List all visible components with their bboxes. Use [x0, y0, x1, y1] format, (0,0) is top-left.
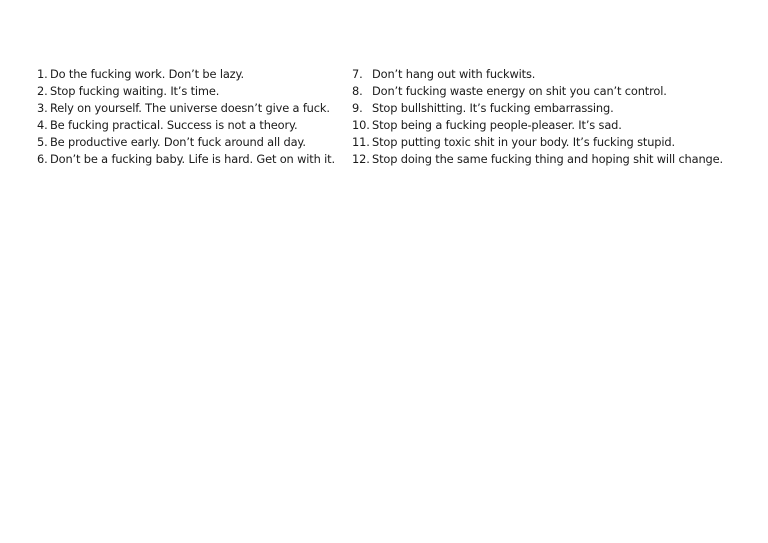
list-item — [352, 117, 762, 134]
list-item — [37, 151, 349, 168]
list-item-number: 8. — [352, 84, 363, 98]
list-item — [37, 83, 349, 100]
list-item-text: Don’t be a fucking baby. Life is hard. Get on with it. — [50, 152, 335, 166]
list-item-number: 12. — [352, 152, 370, 166]
list-item-number: 5. — [37, 135, 48, 149]
list-item — [352, 83, 762, 100]
list-item-number: 10. — [352, 118, 370, 132]
list-item — [37, 100, 349, 117]
list-item-text: Stop bullshitting. It’s fucking embarrassing. — [372, 101, 614, 115]
list-item — [37, 66, 349, 83]
list-item-text: Don’t hang out with fuckwits. — [372, 67, 536, 81]
numbered-list-left — [37, 66, 349, 168]
numbered-list-right — [352, 66, 762, 168]
list-item-text: Stop fucking waiting. It’s time. — [50, 84, 220, 98]
list-item — [37, 117, 349, 134]
list-item-text: Do the fucking work. Don’t be lazy. — [50, 67, 244, 81]
list-item — [37, 134, 349, 151]
list-item-text: Stop putting toxic shit in your body. It’s fucking stupid. — [372, 135, 675, 149]
list-item-number: 2. — [37, 84, 48, 98]
list-item-number: 11. — [352, 135, 370, 149]
list-item — [352, 66, 762, 83]
list-item-number: 4. — [37, 118, 48, 132]
list-item-text: Stop doing the same fucking thing and hoping shit will change. — [372, 152, 723, 166]
list-item-number: 6. — [37, 152, 48, 166]
list-item — [352, 100, 762, 117]
list-item-text: Be productive early. Don’t fuck around all day. — [50, 135, 306, 149]
list-item-number: 1. — [37, 67, 48, 81]
list-item — [352, 134, 762, 151]
list-item-text: Rely on yourself. The universe doesn’t give a fuck. — [50, 101, 330, 115]
list-item — [352, 151, 762, 168]
list-item-number: 7. — [352, 67, 363, 81]
list-item-text: Don’t fucking waste energy on shit you can’t control. — [372, 84, 667, 98]
list-item-text: Stop being a fucking people-pleaser. It’s sad. — [372, 118, 622, 132]
list-item-text: Be fucking practical. Success is not a theory. — [50, 118, 298, 132]
list-item-number: 9. — [352, 101, 363, 115]
list-item-number: 3. — [37, 101, 48, 115]
